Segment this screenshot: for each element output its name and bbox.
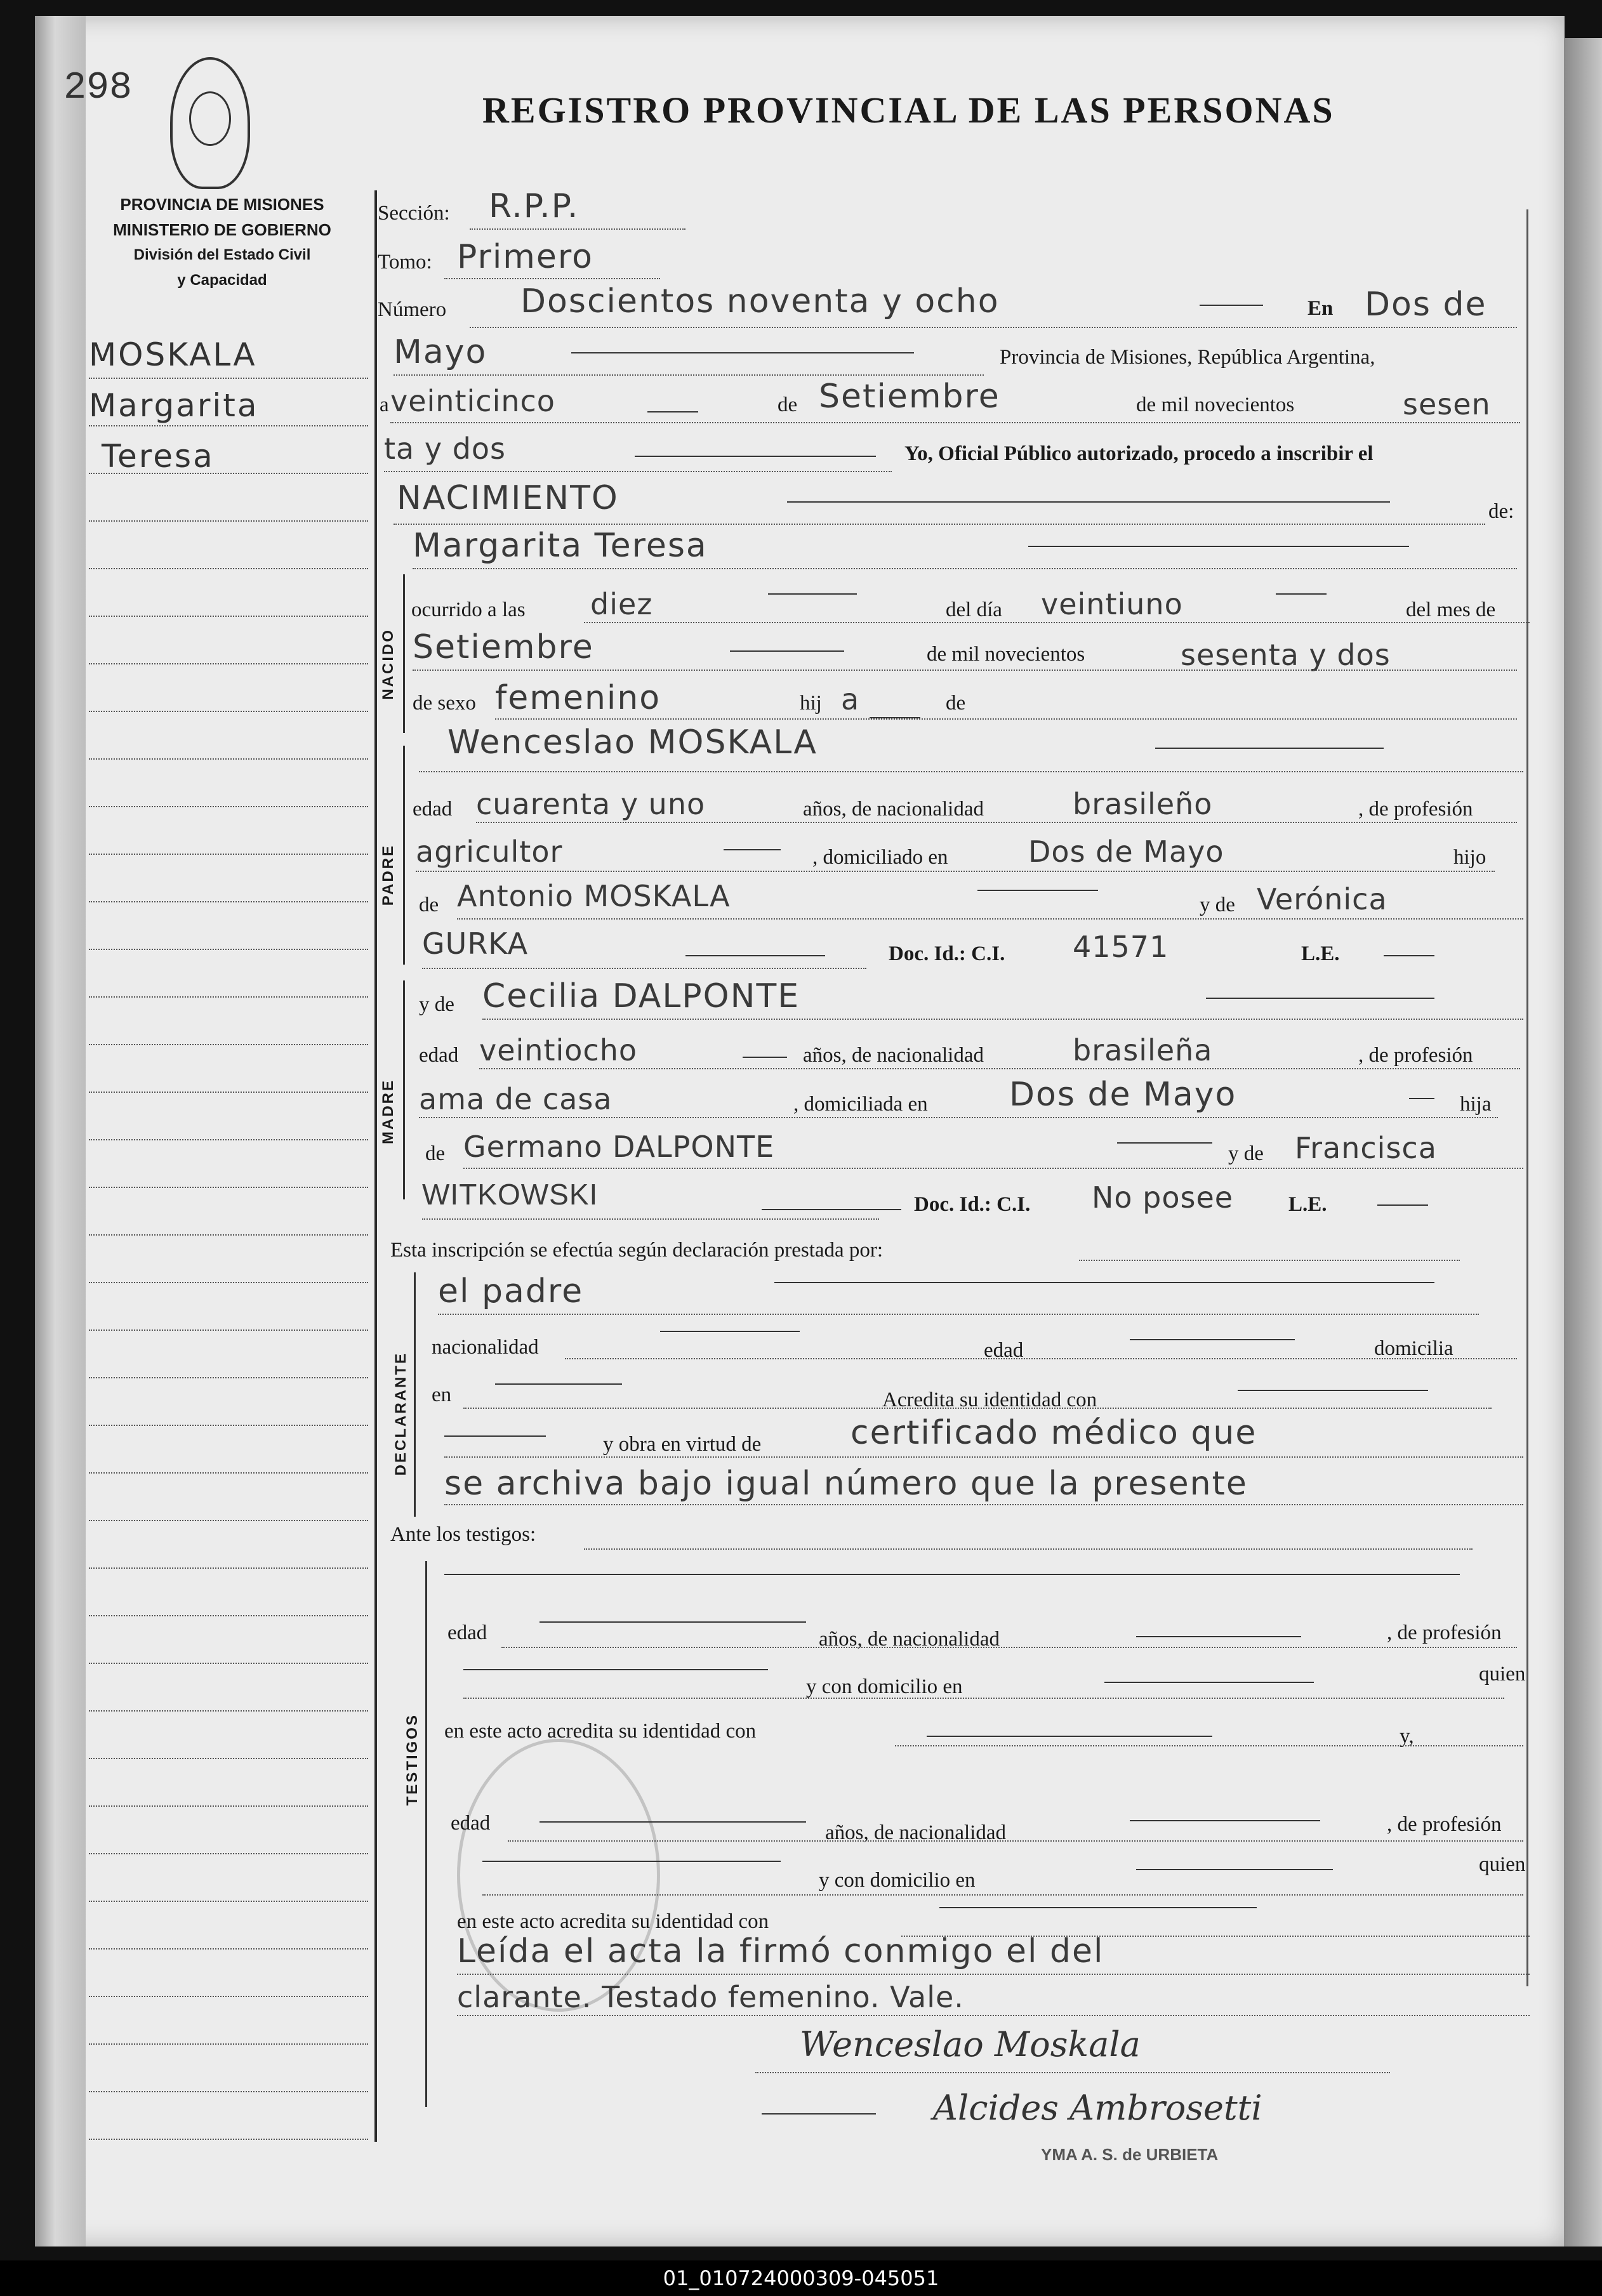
page-title: REGISTRO PROVINCIAL DE LAS PERSONAS xyxy=(482,89,1335,131)
section-nacido: NACIDO xyxy=(380,628,397,700)
org-line-3: División del Estado Civil xyxy=(133,246,311,263)
stamp-footer-text: YMA A. S. de URBIETA xyxy=(1041,2145,1219,2164)
hijo-label: hijo xyxy=(1453,846,1486,869)
margin-rule xyxy=(89,378,368,379)
hora-value: diez xyxy=(590,587,653,621)
de-mil-2-label: de mil novecientos xyxy=(927,643,1085,666)
padre-ci-value: 41571 xyxy=(1073,930,1169,964)
mes-nac-value: Setiembre xyxy=(413,628,594,666)
margin-rule xyxy=(89,1520,368,1521)
nota-2-value: clarante. Testado femenino. Vale. xyxy=(457,1980,964,2014)
madre-y-de-label: y de xyxy=(419,993,454,1016)
margin-rule xyxy=(89,1377,368,1378)
padre-prof-value: agricultor xyxy=(416,835,563,869)
margin-rule xyxy=(89,1092,368,1093)
signature-oficial: Alcides Ambrosetti xyxy=(933,2088,1262,2128)
margin-rule xyxy=(89,1187,368,1188)
abuelo-p-value: Antonio MOSKALA xyxy=(457,879,731,913)
section-declarante: DECLARANTE xyxy=(392,1352,409,1476)
signature-declarante: Wenceslao Moskala xyxy=(800,2024,1141,2064)
padre-dom-label: , domiciliado en xyxy=(812,846,948,869)
seccion-label: Sección: xyxy=(378,202,450,225)
dia-value: veinticinco xyxy=(390,384,555,418)
obra-label: y obra en virtud de xyxy=(603,1433,762,1456)
declarante-value: el padre xyxy=(438,1272,584,1310)
nombre-value: Margarita Teresa xyxy=(413,527,708,565)
margin-rule xyxy=(89,711,368,712)
margin-firstname: Margarita xyxy=(89,387,259,424)
margin-rule xyxy=(89,425,368,426)
madre-nac-value: brasileña xyxy=(1073,1033,1213,1067)
testigos-label: Ante los testigos: xyxy=(390,1523,536,1546)
padre-le-label: L.E. xyxy=(1301,942,1340,965)
nota-1-value: Leída el acta la firmó conmigo el del xyxy=(457,1932,1104,1970)
margin-rule xyxy=(89,663,368,664)
margin-rule xyxy=(89,1710,368,1712)
margin-rule xyxy=(89,1996,368,1997)
margin-rule xyxy=(89,2139,368,2140)
margin-rule xyxy=(89,949,368,950)
madre-prof-value: ama de casa xyxy=(419,1082,612,1116)
section-testigos: TESTIGOS xyxy=(404,1713,421,1806)
del-dia-label: del día xyxy=(946,598,1002,621)
t1-quien-label: quien xyxy=(1479,1663,1526,1686)
provincia-label: Provincia de Misiones, República Argentina, xyxy=(1000,346,1375,369)
footer-id: 01_010724000309-045051 xyxy=(663,2266,939,2290)
anio-value-2: ta y dos xyxy=(384,432,506,466)
ocurrido-label: ocurrido a las xyxy=(411,598,526,621)
margin-rule xyxy=(89,806,368,807)
sexo-label: de sexo xyxy=(413,692,476,715)
numero-label: Número xyxy=(378,298,447,321)
abuela-p2-value: GURKA xyxy=(422,927,529,961)
margin-rule xyxy=(89,1901,368,1902)
t1-y-label: y, xyxy=(1400,1725,1414,1748)
decl-nac-label: nacionalidad xyxy=(432,1336,539,1359)
madre-nac-label: años, de nacionalidad xyxy=(803,1044,984,1067)
margin-rule xyxy=(89,1853,368,1854)
lugar-value: Mayo xyxy=(394,333,487,371)
image-footer xyxy=(0,2260,1602,2296)
del-mes-label: del mes de xyxy=(1406,598,1496,621)
padre-dom-value: Dos de Mayo xyxy=(1028,835,1224,869)
national-coat-of-arms-icon xyxy=(170,57,250,189)
section-madre: MADRE xyxy=(380,1079,397,1144)
t2-dom-label: y con domicilio en xyxy=(819,1869,976,1892)
margin-rule xyxy=(89,2043,368,2045)
margin-rule xyxy=(89,1234,368,1236)
madre-edad-label: edad xyxy=(419,1044,459,1067)
a-label: a xyxy=(380,393,389,416)
madre-dom-label: , domiciliada en xyxy=(793,1093,928,1116)
next-page-edge xyxy=(1564,38,1602,2247)
margin-rule xyxy=(89,901,368,902)
t2-edad-label: edad xyxy=(451,1812,491,1835)
de2-label: de xyxy=(946,692,966,715)
yo-label: Yo, Oficial Público autorizado, procedo a inscribir el xyxy=(904,442,1374,465)
madre-doc-label: Doc. Id.: C.I. xyxy=(914,1193,1031,1216)
hij-label: hij xyxy=(800,692,822,715)
margin-rule xyxy=(89,854,368,855)
margin-divider xyxy=(374,190,377,2142)
margin-rule xyxy=(89,996,368,998)
seccion-value: R.P.P. xyxy=(489,187,579,225)
t1-edad-label: edad xyxy=(447,1621,487,1644)
t1-acto-label: en este acto acredita su identidad con xyxy=(444,1720,757,1743)
padre-nac-value: brasileño xyxy=(1073,787,1213,821)
padre-doc-label: Doc. Id.: C.I. xyxy=(889,942,1005,965)
decl-edad-label: edad xyxy=(984,1339,1024,1362)
org-line-4: y Capacidad xyxy=(177,272,267,289)
abuela-p1-value: Verónica xyxy=(1257,882,1387,916)
margin-middlename: Teresa xyxy=(102,438,215,475)
issuing-office xyxy=(76,192,368,293)
margin-rule xyxy=(89,1948,368,1950)
tomo-label: Tomo: xyxy=(378,251,432,274)
padre-prof-label: , de profesión xyxy=(1358,798,1473,821)
en-label: En xyxy=(1307,297,1334,320)
margin-rule xyxy=(89,1663,368,1664)
margin-rule xyxy=(89,568,368,569)
madre-value: Cecilia DALPONTE xyxy=(482,977,800,1015)
madre-dom-value: Dos de Mayo xyxy=(1009,1076,1237,1114)
margin-rule xyxy=(89,1139,368,1140)
mes-value: Setiembre xyxy=(819,378,1000,416)
org-line-2: MINISTERIO DE GOBIERNO xyxy=(113,220,331,239)
certificado-1-value: certificado médico que xyxy=(851,1414,1257,1452)
decl-en-label: en xyxy=(432,1383,452,1406)
en-value: Dos de xyxy=(1365,286,1487,324)
numero-value: Doscientos noventa y ocho xyxy=(520,282,1000,320)
margin-rule xyxy=(89,1282,368,1283)
certificado-2-value: se archiva bajo igual número que la presente xyxy=(444,1465,1248,1503)
margin-rule xyxy=(89,1615,368,1616)
folio-number: 298 xyxy=(63,67,133,110)
margin-rule xyxy=(89,2091,368,2092)
de-colon-label: de: xyxy=(1488,500,1514,523)
madre-ci-value: No posee xyxy=(1092,1180,1234,1215)
madre-prof-label: , de profesión xyxy=(1358,1044,1473,1067)
hija-label: hija xyxy=(1460,1093,1492,1116)
decl-dom-label: domicilia xyxy=(1374,1337,1453,1360)
margin-rule xyxy=(89,1567,368,1569)
margin-rule xyxy=(89,758,368,760)
t1-dom-label: y con domicilio en xyxy=(806,1675,963,1698)
madre-le-label: L.E. xyxy=(1288,1193,1327,1216)
margin-rule xyxy=(89,1805,368,1807)
margin-rule xyxy=(89,1472,368,1474)
abuelo-m-de-label: de xyxy=(425,1142,446,1165)
t1-prof-label: , de profesión xyxy=(1387,1621,1502,1644)
anio-nac-value: sesenta y dos xyxy=(1181,638,1391,672)
padre-nac-label: años, de nacionalidad xyxy=(803,798,984,821)
margin-surname: MOSKALA xyxy=(89,336,257,373)
padre-value: Wenceslao MOSKALA xyxy=(447,723,818,762)
margin-rule xyxy=(89,1425,368,1426)
sexo-value: femenino xyxy=(495,679,661,717)
acredita-label: Acredita su identidad con xyxy=(882,1389,1097,1411)
dia-nac-value: veintiuno xyxy=(1041,587,1183,621)
abuela-m-label: y de xyxy=(1228,1142,1264,1165)
t2-acto-label: en este acto acredita su identidad con xyxy=(457,1910,769,1933)
inscripcion-label: Esta inscripción se efectúa según declaración prestada por: xyxy=(390,1239,884,1262)
abuela-m1-value: Francisca xyxy=(1295,1131,1437,1165)
padre-edad-value: cuarenta y uno xyxy=(476,787,706,821)
abuela-m2-value: WITKOWSKI xyxy=(422,1178,599,1211)
abuelo-p-de-label: de xyxy=(419,894,439,916)
margin-rule xyxy=(89,1044,368,1045)
hij-value: a xyxy=(841,682,860,716)
padre-edad-label: edad xyxy=(413,798,453,821)
abuelo-m-value: Germano DALPONTE xyxy=(463,1130,775,1164)
section-padre: PADRE xyxy=(380,844,397,906)
org-line-1: PROVINCIA DE MISIONES xyxy=(120,195,324,214)
de-label: de xyxy=(778,393,798,416)
right-border xyxy=(1526,209,1528,1986)
de-mil-label: de mil novecientos xyxy=(1136,393,1295,416)
margin-rule xyxy=(89,1758,368,1759)
madre-edad-value: veintiocho xyxy=(479,1033,638,1067)
book-spine xyxy=(35,16,86,2247)
t2-quien-label: quien xyxy=(1479,1853,1526,1876)
t2-nac-label: años, de nacionalidad xyxy=(825,1821,1006,1844)
abuela-p-label: y de xyxy=(1200,894,1235,916)
t1-nac-label: años, de nacionalidad xyxy=(819,1628,1000,1651)
margin-rule xyxy=(89,473,368,474)
margin-rule xyxy=(89,1329,368,1331)
margin-rule xyxy=(89,616,368,617)
tomo-value: Primero xyxy=(457,238,593,276)
official-stamp-icon xyxy=(457,1739,660,2012)
margin-rule xyxy=(89,520,368,522)
acto-value: NACIMIENTO xyxy=(397,479,619,517)
t2-prof-label: , de profesión xyxy=(1387,1813,1502,1836)
anio-value-1: sesen xyxy=(1403,387,1491,421)
